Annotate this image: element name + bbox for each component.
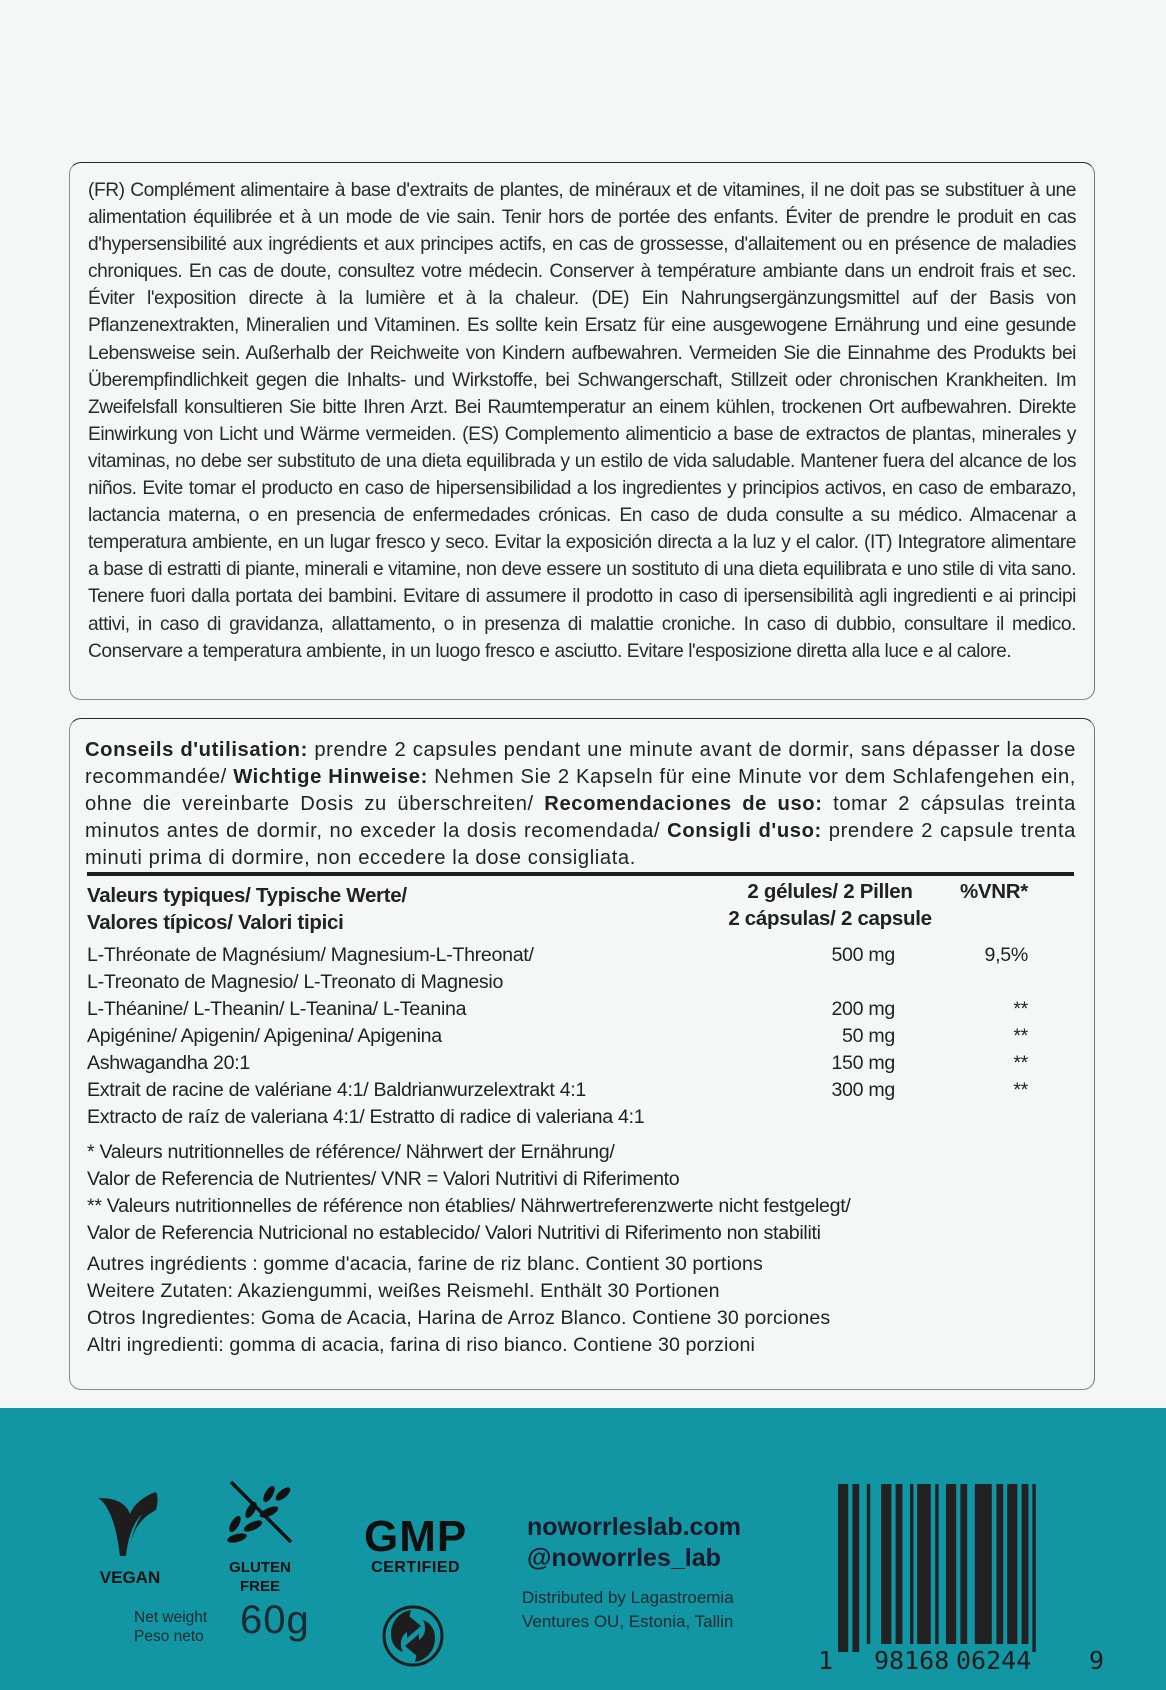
- net-weight-value: 60g: [240, 1598, 310, 1642]
- usage-label-es: Recomendaciones de uso:: [544, 793, 823, 815]
- usage-text-es: tomar 2 cápsulas treinta minutos antes de dormir, no exceder la dosis recomendada/: [85, 793, 1076, 842]
- gmp-certified-badge: [364, 1512, 468, 1577]
- gluten-free-wheat-icon: [225, 1480, 295, 1546]
- ingredients-line-it: Altri ingredienti: gomma di acacia, farina di riso bianco. Contiene 30 porzioni: [87, 1334, 755, 1356]
- barcode-bar: [867, 1484, 870, 1644]
- barcode-digit-last: 9: [1089, 1646, 1105, 1675]
- gluten-free-label: [220, 1558, 300, 1596]
- distributor-info: [522, 1586, 734, 1634]
- header-dose: [705, 878, 955, 932]
- barcode-bar: [881, 1484, 891, 1644]
- barcode-bar: [975, 1484, 992, 1644]
- ingredient-amount: 500 mg: [831, 944, 895, 966]
- usage-label-it: Consigli d'uso:: [667, 820, 822, 842]
- footnote-vnr: [85, 1139, 1076, 1247]
- barcode-bar: [838, 1484, 848, 1652]
- warnings-text: (FR) Complément alimentaire à base d'extraits de plantes, de minéraux et de vitamines, il ne doit pas se substituer à une alimentation équilibrée et à un mode de vie sain. Tenir hors de portée des enfants. Éviter de prendre le produit en cas d'hypersensibilité aux ingrédients et aux principes actifs, en cas de grossesse, d'allaitement ou en présence de maladies chroniques. En cas de doute, consultez votre médecin. Conserver à température ambiante dans un endroit frais et sec. Éviter l'exposition directe à la lumière et à la chaleur. (DE) Ein Nahrungsergänzungsmittel auf der Basis von Pflanzenextrakten, Mineralien und Vitaminen. Es sollte kein Ersatz für eine ausgewogene Ernährung und eine gesunde Lebensweise sein. Außerhalb der Reichweite von Kindern aufbewahren. Vermeiden Sie die Einnahme des Produkts bei Überempfindlichkeit gegen die Inhalts- und Wirkstoffe, bei Schwangerschaft, Stillzeit oder chronischen Krankheiten. Im Zweifelsfall konsultieren Sie bitte Ihren Arzt. Bei Raumtemperatur an einem kühlen, trockenen Ort aufbewahren. Direkte Einwirkung von Licht und Wärme vermeiden. (ES) Complemento alimenticio a base de extractos de plantas, minerales y vitaminas, no debe ser substituto de una dieta equilibrada y un estilo de vida saludable. Mantener fuera del alcance de los niños. Evite tomar el producto en caso de hipersensibilidad a los ingredientes y principios activos, en caso de embarazo, lactancia materna, o en presencia de enfermedades crónicas. En caso de duda consulte a su médico. Almacenar a temperatura ambiente, en un lugar fresco y seco. Evitar la exposición directa a la luz y el calor. (IT) Integratore alimentare a base di estratti di piante, minerali e vitamine, non deve essere un sostituto di una dieta equilibrata e uno stile di vita sano. Tenere fuori dalla portata dei bambini. Evitare di assumere il prodotto in caso di ipersensibilità agli ingredienti e ai principi attivi, in caso di gravidanza, allattamento, o in presenza di malattie croniche. In caso di dubbio, consultare il medico. Conservare a temperatura ambiente, in un luogo fresco e asciutto. Evitare l'esposizione diretta alla luce e al calore.: [88, 180, 1076, 662]
- other-ingredients: [85, 1251, 1076, 1359]
- distributor-line2: Ventures OU, Estonia, Tallin: [522, 1612, 734, 1631]
- footnote-line: ** Valeurs nutritionnelles de référence non établies/ Nährwertreferenzwerte nicht festgelegt/: [87, 1195, 851, 1217]
- ingredients-line-fr: Autres ingrédients : gomme d'acacia, farine de riz blanc. Contient 30 portions: [87, 1253, 763, 1275]
- barcode-bar: [960, 1484, 967, 1644]
- usage-text-de: Nehmen Sie 2 Kapseln für eine Minute vor dem Schlafengehen ein, ohne die vereinbarte Dosis zu überschreiten/: [85, 766, 1077, 815]
- ingredients-line-es: Otros Ingredientes: Goma de Acacia, Harina de Arroz Blanco. Contiene 30 porciones: [87, 1307, 831, 1329]
- header-dose-line2: 2 cápsulas/ 2 capsule: [728, 907, 932, 930]
- ingredients-line-de: Weitere Zutaten: Akaziengummi, weißes Reismehl. Enthält 30 Portionen: [87, 1280, 720, 1302]
- ingredient-name: Ashwagandha 20:1: [87, 1052, 250, 1074]
- ingredient-name: L-Thréonate de Magnésium/ Magnesium-L-Threonat/: [87, 944, 534, 966]
- ingredient-vnr: **: [1013, 1025, 1028, 1047]
- header-vnr: %VNR*: [960, 880, 1028, 903]
- barcode-bar: [852, 1484, 859, 1652]
- table-row: [85, 942, 1076, 996]
- gmp-certified-text: CERTIFIED: [371, 1559, 461, 1576]
- ingredient-name-line2: L-Treonato de Magnesio/ L-Treonato di Magnesio: [87, 971, 504, 993]
- contact-block: [527, 1512, 741, 1574]
- header-values-line1: Valeurs typiques/ Typische Werte/: [87, 884, 407, 907]
- net-weight-es: Peso neto: [134, 1628, 204, 1645]
- ingredient-amount: 300 mg: [831, 1079, 895, 1101]
- gluten-free-line1: GLUTEN: [229, 1559, 291, 1576]
- barcode: [838, 1484, 1038, 1652]
- usage-label-de: Wichtige Hinweise:: [233, 766, 428, 788]
- header-values-line2: Valores típicos/ Valori tipici: [87, 911, 344, 934]
- footnote-line: * Valeurs nutritionnelles de référence/ Nährwert der Ernährung/: [87, 1141, 615, 1163]
- ingredient-name: Extrait de racine de valériane 4:1/ Baldrianwurzelextrakt 4:1: [87, 1079, 587, 1101]
- barcode-digit-first: 1: [818, 1646, 834, 1675]
- barcode-bar: [896, 1484, 903, 1644]
- table-row: [85, 1077, 1076, 1131]
- ingredient-amount: 200 mg: [831, 998, 895, 1020]
- table-row: [85, 996, 1076, 1023]
- ingredient-name-line2: Extracto de raíz de valeriana 4:1/ Estratto di radice di valeriana 4:1: [87, 1106, 645, 1128]
- barcode-bar: [935, 1484, 938, 1644]
- nutrition-panel: [69, 718, 1095, 1390]
- ingredient-amount: 50 mg: [842, 1025, 895, 1047]
- usage-text-fr: prendre 2 capsules pendant une minute avant de dormir, sans dépasser la dose recommandée/: [85, 739, 1077, 788]
- header-dose-line1: 2 gélules/ 2 Pillen: [747, 880, 913, 903]
- table-row: [85, 1050, 1076, 1077]
- net-weight-label: [134, 1608, 230, 1646]
- barcode-bar: [1007, 1484, 1017, 1644]
- barcode-bar: [910, 1484, 913, 1644]
- table-header-row: [85, 876, 1076, 936]
- ingredient-name: L-Théanine/ L-Theanin/ L-Teanina/ L-Teanina: [87, 998, 467, 1020]
- usage-instructions: [85, 737, 1076, 872]
- website-link[interactable]: noworrleslab.com: [527, 1513, 741, 1541]
- usage-label-fr: Conseils d'utilisation:: [85, 739, 308, 761]
- footnote-line: Valor de Referencia Nutricional no establecido/ Valori Nutritivi di Riferimento non stabiliti: [87, 1222, 821, 1244]
- barcode-bar: [996, 1484, 1003, 1644]
- barcode-bar: [1032, 1484, 1035, 1652]
- footer-band: [0, 1408, 1166, 1690]
- ingredient-vnr: **: [1013, 1079, 1028, 1101]
- usage-text-it: prendere 2 capsule trenta minuti prima di dormire, non eccedere la dose consigliata.: [85, 820, 1076, 869]
- ingredient-amount: 150 mg: [831, 1052, 895, 1074]
- barcode-group-1: 98168: [874, 1646, 950, 1675]
- vegan-label: VEGAN: [99, 1568, 161, 1587]
- ingredient-name: Apigénine/ Apigenin/ Apigenina/ Apigenina: [87, 1025, 442, 1047]
- barcode-group-2: 06244: [956, 1646, 1032, 1675]
- vegan-leaf-icon: [96, 1492, 162, 1560]
- barcode-bar: [1022, 1484, 1029, 1644]
- barcode-bar: [946, 1484, 956, 1644]
- barcode-bar: [917, 1484, 931, 1644]
- social-handle[interactable]: @noworrles_lab: [527, 1544, 721, 1572]
- net-weight-en: Net weight: [134, 1609, 208, 1626]
- table-row: [85, 1023, 1076, 1050]
- gmp-text: GMP: [364, 1512, 468, 1561]
- ingredient-vnr: **: [1013, 1052, 1028, 1074]
- distributor-line1: Distributed by Lagastroemia: [522, 1588, 734, 1607]
- header-values: [87, 882, 687, 936]
- warnings-panel: [69, 162, 1095, 700]
- ingredient-vnr: **: [1013, 998, 1028, 1020]
- green-dot-recycling-icon: [381, 1604, 445, 1668]
- footnote-line: Valor de Referencia de Nutrientes/ VNR = Valori Nutritivi di Riferimento: [87, 1168, 680, 1190]
- ingredient-vnr: 9,5%: [984, 944, 1028, 966]
- gluten-free-line2: FREE: [239, 1578, 280, 1595]
- nutrition-table: [85, 876, 1076, 1131]
